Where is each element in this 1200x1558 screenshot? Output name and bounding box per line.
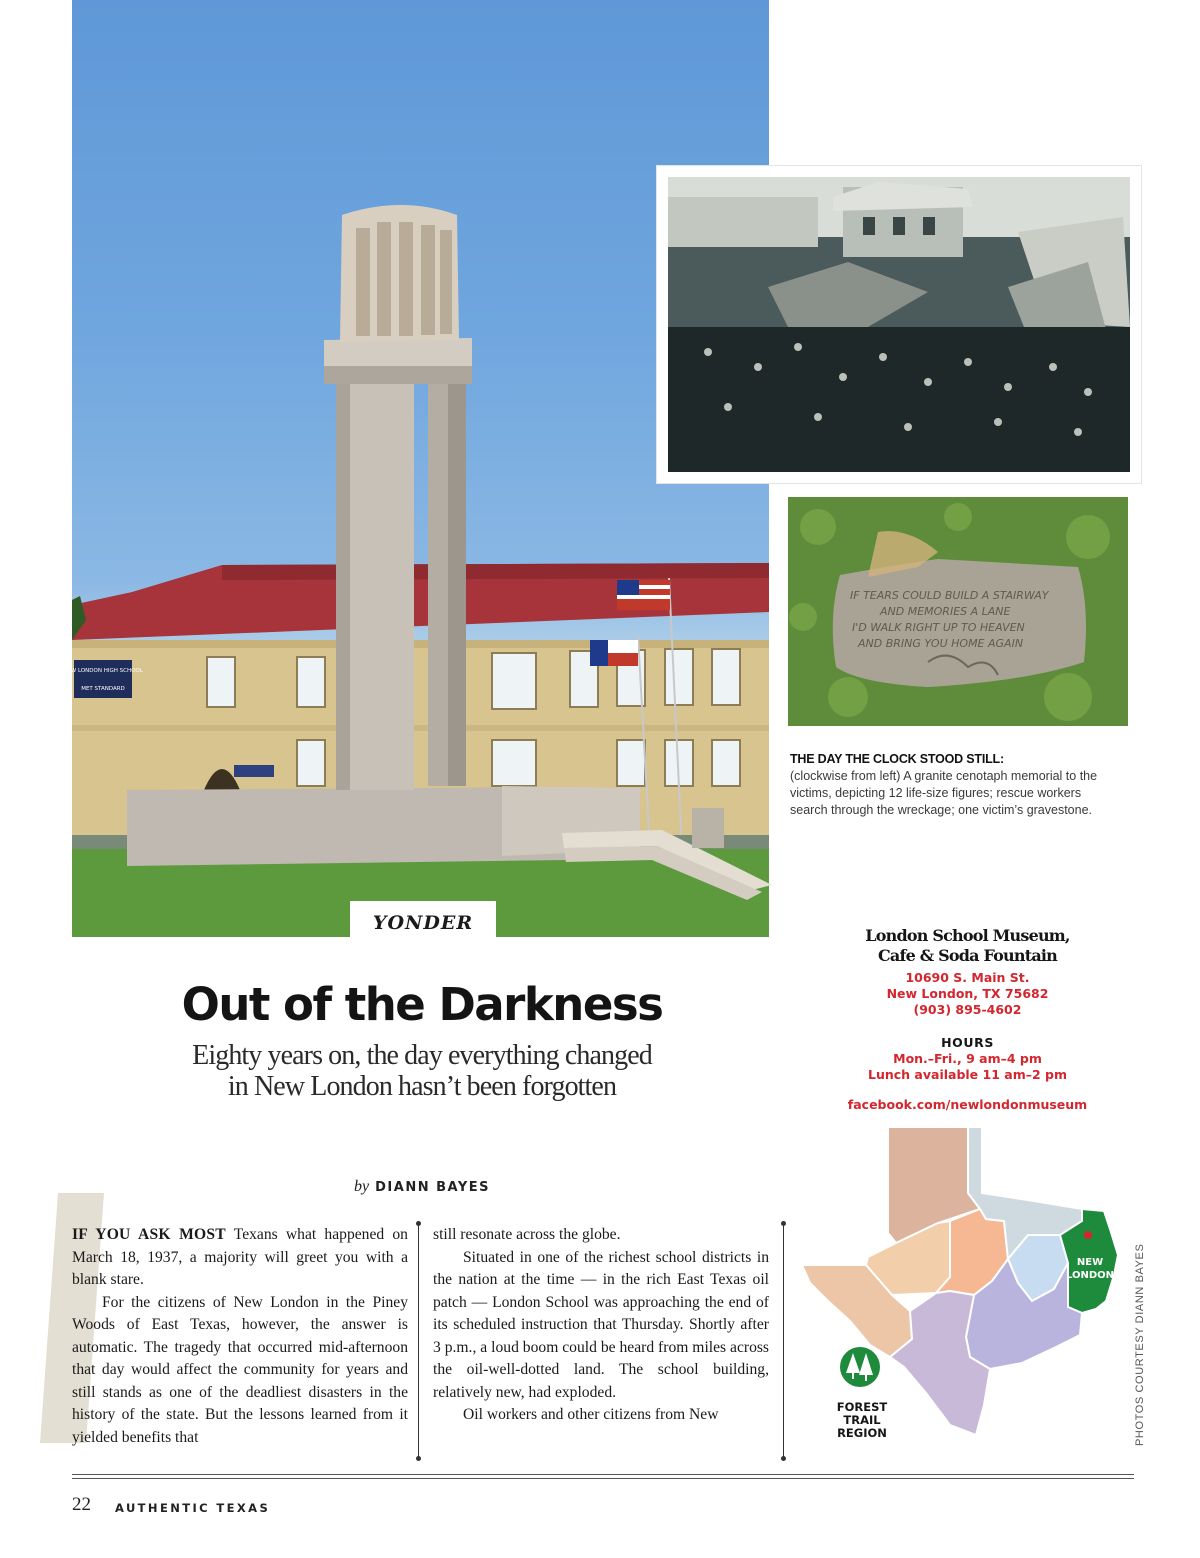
region-label-line-3: REGION (837, 1426, 887, 1440)
footer-rule (72, 1474, 1134, 1479)
address-line-1: 10690 S. Main St. (905, 970, 1030, 985)
body-column-2 (433, 1224, 769, 1427)
region-label-line-2: TRAIL (843, 1413, 881, 1427)
address-line-2: New London, TX 75682 (886, 986, 1049, 1001)
svg-text:I'D WALK RIGHT UP TO HEAVEN: I'D WALK RIGHT UP TO HEAVEN (852, 621, 1025, 634)
deck-line-2: in New London hasn’t been forgotten (227, 1071, 617, 1102)
publication-name: AUTHENTIC TEXAS (115, 1501, 271, 1515)
byline-author: DIANN BAYES (375, 1180, 490, 1195)
gravestone-illustration (788, 497, 1128, 726)
byline-by: by (354, 1178, 370, 1195)
paragraph: Situated in one of the richest school districts in the nation at the time — in the rich East Texas oil patch — London School was approaching the end of its scheduled instruction that Thursday. Shortly after 3 p.m., a loud boom could be heard from miles across the oil-well-dotted land. The school building, relatively new, had exploded. (433, 1248, 769, 1401)
column-divider (418, 1224, 419, 1458)
venue-name-line-2: Cafe & Soda Fountain (878, 946, 1057, 965)
school-sign (74, 660, 132, 698)
svg-text:AND BRING YOU HOME AGAIN: AND BRING YOU HOME AGAIN (858, 637, 1024, 650)
section-tag: YONDER (350, 901, 496, 943)
paragraph: IF YOU ASK MOST Texans what happened on March 18, 1937, a majority will greet you with a blank stare. (72, 1226, 408, 1288)
svg-text:IF TEARS COULD BUILD A STAIRWA: IF TEARS COULD BUILD A STAIRWAY (850, 589, 1049, 602)
photo-credit: PHOTOS COURTESY DIANN BAYES (1134, 1243, 1146, 1446)
svg-text:NEW LONDON HIGH SCHOOL: NEW LONDON HIGH SCHOOL (63, 668, 143, 674)
new-london-marker (1084, 1231, 1092, 1239)
venue-name-line-1: London School Museum, (865, 926, 1070, 945)
map-city-label-line-2: LONDON (1065, 1270, 1115, 1281)
paragraph: Oil workers and other citizens from New (463, 1406, 719, 1423)
forest-tree-icon (840, 1347, 880, 1387)
rescue-illustration (668, 177, 1130, 472)
page-number: 22 (72, 1494, 91, 1515)
hours-line-2: Lunch available 11 am–2 pm (868, 1067, 1067, 1082)
map-city-label-line-1: NEW (1076, 1257, 1104, 1268)
column-divider (783, 1224, 784, 1458)
memorial-plinth (127, 787, 567, 866)
texas-region-map (800, 1125, 1130, 1445)
svg-text:MET STANDARD: MET STANDARD (81, 686, 125, 692)
caption-lead: THE DAY THE CLOCK STOOD STILL: (790, 752, 1004, 766)
byline (72, 1178, 772, 1196)
run-in-lead: IF YOU ASK MOST (72, 1226, 226, 1243)
svg-text:AND MEMORIES A LANE: AND MEMORIES A LANE (880, 605, 1011, 618)
visitor-info (805, 926, 1130, 1113)
headline: Out of the Darkness (181, 978, 663, 1031)
caption-text: (clockwise from left) A granite cenotaph memorial to the victims, depicting 12 life-size figures; rescue workers search through the wreckage; one victim’s gravestone. (790, 769, 1098, 817)
photo-caption (790, 751, 1120, 819)
paragraph: For the citizens of New London in the Piney Woods of East Texas, however, the answer is automatic. The tragedy that occurred mid-afternoon that day would affect the community for years and still stands as one of the deadliest disasters in the history of the state. But the lessons learned from it yielded benefits that (72, 1293, 408, 1446)
deck-line-1: Eighty years on, the day everything changed (192, 1040, 652, 1071)
body-column-1 (72, 1224, 408, 1449)
paragraph: still resonate across the globe. (433, 1226, 621, 1243)
hours-line-1: Mon.–Fri., 9 am–4 pm (893, 1051, 1042, 1066)
deck (72, 1040, 772, 1102)
phone-number[interactable]: (903) 895-4602 (913, 1002, 1022, 1017)
hours-heading: HOURS (941, 1035, 994, 1050)
photo-rescue-workers (657, 166, 1141, 483)
facebook-link[interactable]: facebook.com/newlondonmuseum (847, 1097, 1088, 1112)
region-label-line-1: FOREST (836, 1400, 888, 1414)
photo-gravestone (788, 497, 1128, 726)
